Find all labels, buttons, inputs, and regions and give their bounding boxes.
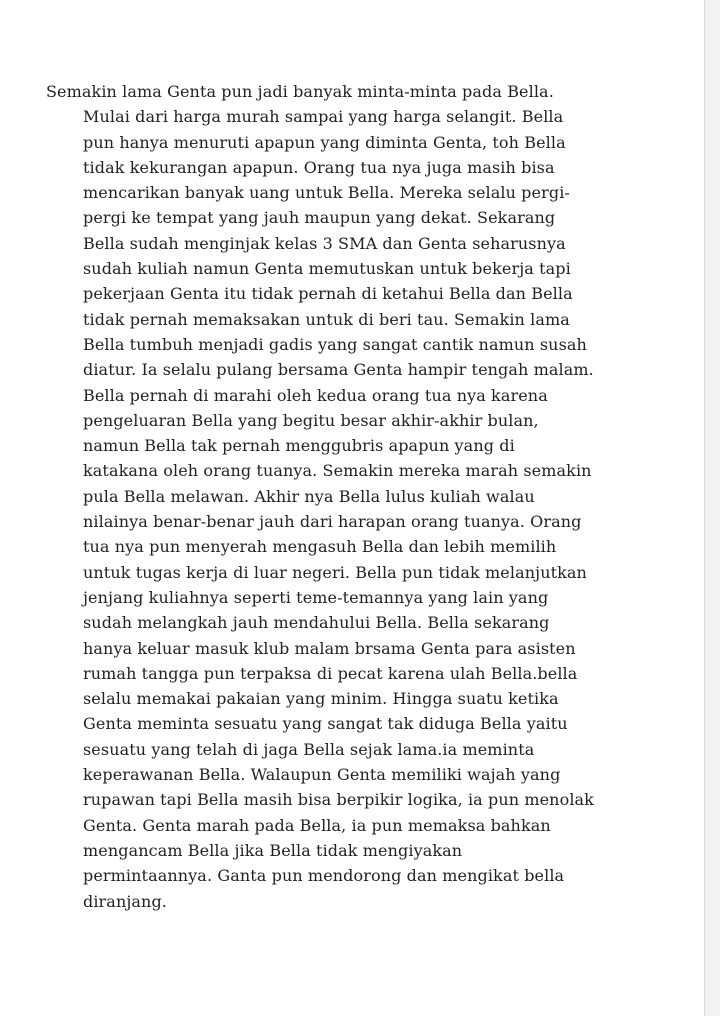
paragraph-line: pengeluaran Bella yang begitu besar akhir-akhir bulan,: [83, 410, 539, 430]
scrollbar-track[interactable]: [704, 0, 720, 1016]
paragraph-line: Mulai dari harga murah sampai yang harga selangit. Bella: [83, 107, 564, 127]
paragraph-line: Bella tumbuh menjadi gadis yang sangat cantik namun susah: [83, 334, 587, 354]
paragraph-line: rupawan tapi Bella masih bisa berpikir logika, ia pun menolak: [83, 790, 594, 810]
paragraph-line: tua nya pun menyerah mengasuh Bella dan lebih memilih: [83, 537, 557, 557]
paragraph-line: selalu memakai pakaian yang minim. Hingga suatu ketika: [83, 689, 559, 709]
paragraph-line: pekerjaan Genta itu tidak pernah di ketahui Bella dan Bella: [83, 284, 573, 304]
paragraph-line: keperawanan Bella. Walaupun Genta memiliki wajah yang: [83, 765, 561, 785]
paragraph-line: sudah kuliah namun Genta memutuskan untuk bekerja tapi: [83, 259, 571, 279]
paragraph-line: pergi ke tempat yang jauh maupun yang dekat. Sekarang: [83, 208, 556, 228]
paragraph-line: tidak kekurangan apapun. Orang tua nya juga masih bisa: [83, 157, 555, 177]
paragraph-line: mencarikan banyak uang untuk Bella. Mereka selalu pergi-: [83, 183, 570, 203]
paragraph-line: pula Bella melawan. Akhir nya Bella lulus kuliah walau: [83, 486, 535, 506]
paragraph-line: sudah melangkah jauh mendahului Bella. Bella sekarang: [83, 613, 550, 633]
paragraph-line: Genta. Genta marah pada Bella, ia pun memaksa bahkan: [83, 815, 551, 835]
paragraph-line: diranjang.: [83, 891, 167, 911]
paragraph-line: rumah tangga pun terpaksa di pecat karena ulah Bella.bella: [83, 663, 578, 683]
paragraph-line: katakana oleh orang tuanya. Semakin mereka marah semakin: [83, 461, 592, 481]
paragraph-line: untuk tugas kerja di luar negeri. Bella pun tidak melanjutkan: [83, 562, 587, 582]
paragraph-line: Bella sudah menginjak kelas 3 SMA dan Genta seharusnya: [83, 233, 566, 253]
paragraph-line: sesuatu yang telah di jaga Bella sejak lama.ia meminta: [83, 739, 535, 759]
paragraph-line: pun hanya menuruti apapun yang diminta Genta, toh Bella: [83, 132, 566, 152]
paragraph-line: Genta meminta sesuatu yang sangat tak diduga Bella yaitu: [83, 714, 568, 734]
paragraph-line: diatur. Ia selalu pulang bersama Genta hampir tengah malam.: [83, 360, 594, 380]
paragraph-line: nilainya benar-benar jauh dari harapan orang tuanya. Orang: [83, 512, 582, 532]
paragraph-line: jenjang kuliahnya seperti teme-temannya yang lain yang: [83, 587, 549, 607]
paragraph-line: namun Bella tak pernah menggubris apapun yang di: [83, 436, 515, 456]
story-paragraph: [46, 79, 603, 914]
paragraph-line: mengancam Bella jika Bella tidak mengiyakan: [83, 840, 463, 860]
paragraph-line: hanya keluar masuk klub malam brsama Genta para asisten: [83, 638, 576, 658]
paragraph-line: Semakin lama Genta pun jadi banyak minta-minta pada Bella.: [46, 82, 554, 101]
paragraph-line: Bella pernah di marahi oleh kedua orang tua nya karena: [83, 385, 548, 405]
paragraph-line: permintaannya. Ganta pun mendorong dan mengikat bella: [83, 866, 565, 886]
paragraph-line: tidak pernah memaksakan untuk di beri tau. Semakin lama: [83, 309, 570, 329]
